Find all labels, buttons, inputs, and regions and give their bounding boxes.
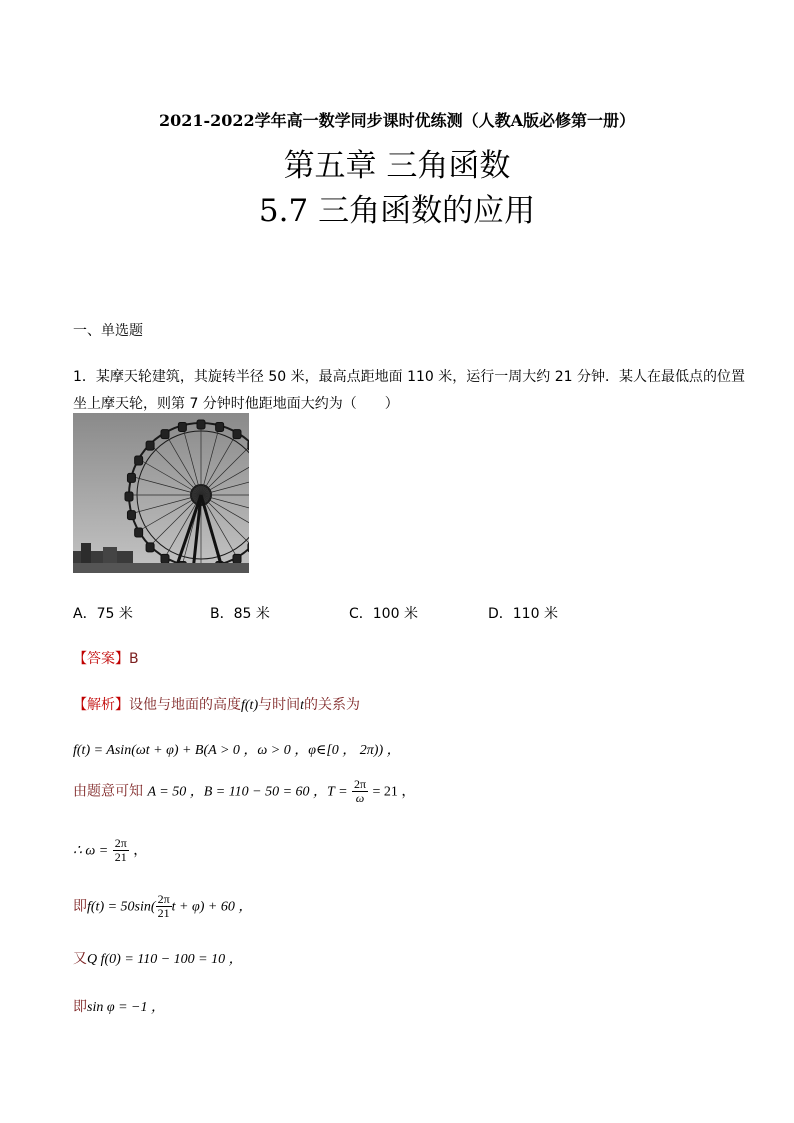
- section-title: 5.7 三角函数的应用: [258, 193, 536, 229]
- answer-line: [73, 648, 139, 668]
- question-text-line-1: 1．某摩天轮建筑，其旋转半径 50 米，最高点距地面 110 米，运行一周大约 21 分钟．某人在最低点的位置: [73, 369, 745, 385]
- wheel-cabin: [248, 441, 249, 450]
- answer-value: B: [129, 651, 139, 667]
- option-b: B．85 米: [210, 606, 270, 622]
- analysis-line-4: ∴ ω = $\frac{2\pi}{21}$ ，: [73, 836, 148, 864]
- wheel-cabin: [216, 422, 224, 431]
- option-a: A．75 米: [73, 606, 133, 622]
- wheel-cabin: [125, 492, 133, 501]
- analysis-line-3: 由题意可知 A = 50 ，B = 110 − 50 = 60 ，T = $\frac{2\pi}{\omega}$ = 21 ，: [73, 777, 416, 805]
- analysis-label: 【解析】: [73, 697, 129, 713]
- wheel-cabin: [233, 430, 241, 439]
- wheel-cabin: [135, 456, 143, 465]
- analysis-line-6: 又Q f(0) = 110 − 100 = 10 ，: [73, 951, 243, 967]
- wheel-cabin: [178, 422, 186, 431]
- analysis-line-5: 即f(t) = 50sin( $\frac{2\pi}{21}$ t + φ) + 60 ，: [73, 892, 253, 920]
- wheel-cabin: [248, 543, 249, 552]
- wheel-cabin: [161, 554, 169, 563]
- ferris-wheel-photo: [73, 413, 249, 573]
- wheel-cabin: [146, 441, 154, 450]
- section-label: 一、单选题: [73, 323, 143, 339]
- wheel-cabin: [197, 420, 205, 429]
- chapter-title: 第五章 三角函数: [283, 148, 511, 184]
- analysis-line-1: 【解析】设他与地面的高度f(t)与时间t的关系为: [73, 697, 360, 713]
- fraction-2pi-over-omega: $\frac{2\pi}{\omega}$: [354, 777, 367, 805]
- wheel-cabin: [233, 554, 241, 563]
- option-c: C．100 米: [349, 606, 418, 622]
- fraction-2pi-over-21-b: $\frac{2\pi}{21}$: [157, 892, 170, 920]
- question-text-line-2: 坐上摩天轮，则第 7 分钟时他距地面大约为（ ）: [73, 396, 399, 412]
- wheel-cabin: [135, 528, 143, 537]
- wheel-cabin: [161, 430, 169, 439]
- wheel-cabin: [146, 543, 154, 552]
- fraction-2pi-over-21: $\frac{2\pi}{21}$: [114, 836, 127, 864]
- analysis-line-2: f(t) = Asin(ωt + φ) + B(A > 0 ，ω > 0 ，φ∈[0 ， 2π)) ，: [73, 743, 401, 758]
- wheel-cabin: [127, 511, 135, 520]
- answer-label: 【答案】: [73, 651, 129, 667]
- document-header: 2021-2022学年高一数学同步课时优练测（人教A版必修第一册）: [158, 111, 636, 130]
- analysis-line-7: 即sin φ = −1 ，: [73, 999, 165, 1015]
- wheel-cabin: [127, 473, 135, 482]
- option-d: D．110 米: [488, 606, 558, 622]
